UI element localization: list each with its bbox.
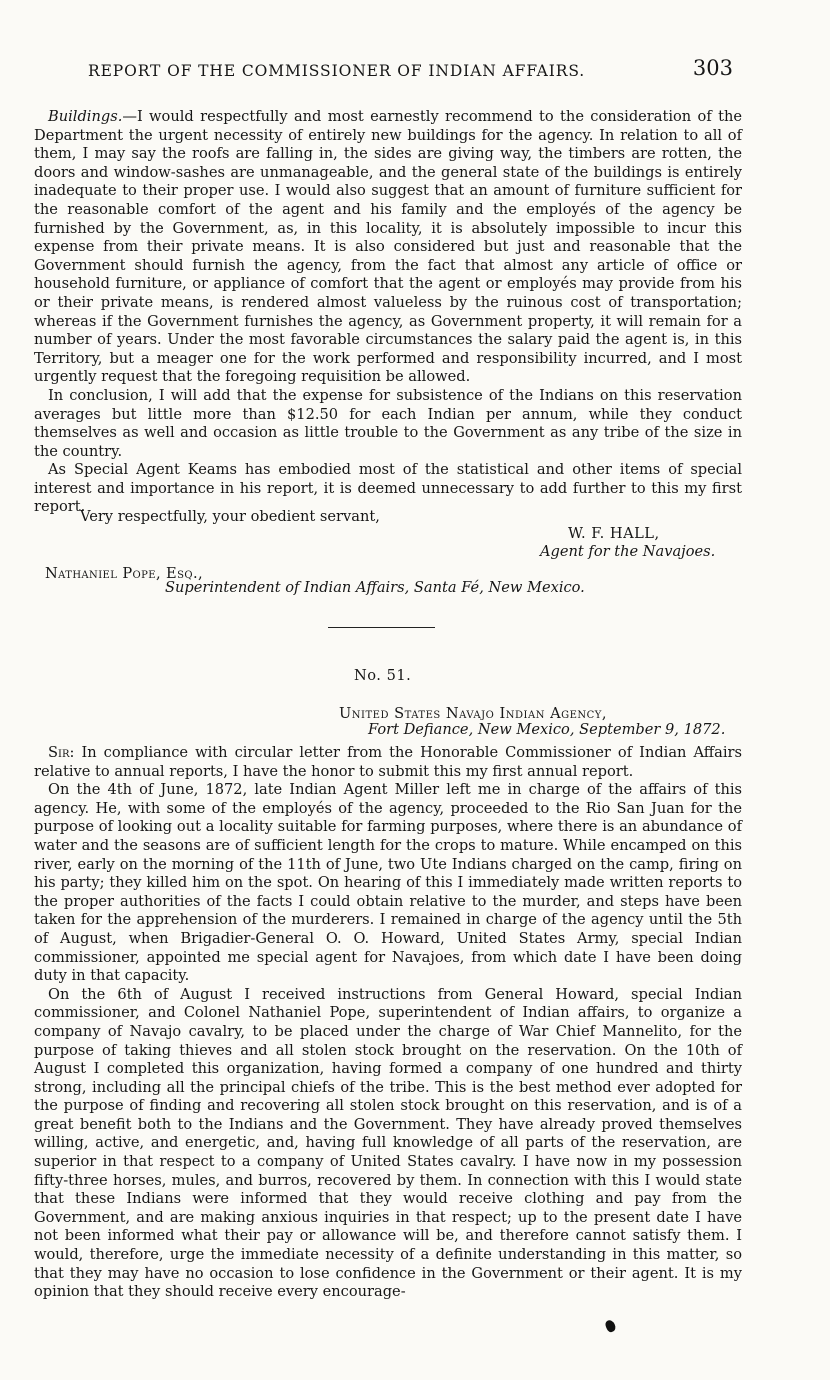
signature-title: Agent for the Navajoes.	[540, 543, 716, 560]
paragraph-salutation	[34, 744, 742, 781]
header-title: REPORT OF THE COMMISSIONER OF INDIAN AFFAIRS.	[88, 62, 586, 80]
paragraph-keams: As Special Agent Keams has embodied most of the statistical and other items of special interest and importance in his report, it is deemed unnecessary to add further to this my first report.	[34, 461, 742, 516]
report-body-section-1	[34, 108, 742, 517]
paragraph-text: In compliance with circular letter from the Honorable Commissioner of Indian Affairs relative to annual reports, I have the honor to submit this my first annual report.	[34, 744, 742, 780]
paragraph-conclusion: In conclusion, I will add that the expense for subsistence of the Indians on this reservation averages but little more than $12.50 for each Indian per annum, while they conduct themselves as well and occasion as little trouble to the Government as any tribe of the size in the country.	[34, 386, 742, 460]
document-number: No. 51.	[354, 667, 412, 684]
ink-smudge	[604, 1319, 617, 1334]
closing-line: Very respectfully, your obedient servant,	[80, 508, 380, 525]
agency-heading: United States Navajo Indian Agency,	[339, 705, 608, 722]
paragraph-lead: Buildings.	[48, 108, 123, 125]
page-number: 303	[692, 56, 733, 80]
paragraph-cavalry: On the 6th of August I received instructions from General Howard, special Indian commissioner, and Colonel Nathaniel Pope, superintendent of Indian affairs, to organize a company of Navajo cavalry, to be placed under the charge of War Chief Mannelito, for the purpose of taking thieves and all stolen stock brought on the reservation. On the 10th of August I completed this organization, having formed a company of one hundred and thirty strong, including all the principal chiefs of the tribe. This is the best method ever adopted for the purpose of finding and recovering all stolen stock brought on this reservation, and is of a great benefit both to the Indians and the Government. They have already proved themselves willing, active, and energetic, and, having full knowledge of all parts of the reservation, are superior in that respect to a company of United States cavalry. I have now in my possession fifty-three horses, mules, and burros, recovered by them. In connection with this I would state that these Indians were informed that they would receive clothing and pay from the Government, and are making anxious inquiries in that respect; up to the present date I have not been informed what their pay or allowance will be, and therefore cannot satisfy them. I would, therefore, urge the immediate necessity of a definite understanding in this matter, so that they may have no occasion to lose confidence in the Government or their agent. It is my opinion that they should receive every encourage-	[34, 985, 742, 1301]
salutation: Sir:	[48, 744, 75, 761]
paragraph-buildings	[34, 108, 742, 387]
paragraph-miller: On the 4th of June, 1872, late Indian Agent Miller left me in charge of the affairs of this agency. He, with some of the employés of the agency, proceeded to the Rio San Juan for the purpose of looking out a locality suitable for farming purposes, where there is an abundance of water and the seasons are of sufficient length for the crops to mature. While encamped on this river, early on the morning of the 11th of June, two Ute Indians charged on the camp, firing on his party; they killed him on the spot. On hearing of this I immediately made written reports to the proper authorities of the facts I could obtain relative to the murder, and steps have been taken for the apprehension of the murderers. I remained in charge of the agency until the 5th of August, when Brigadier-General O. O. Howard, United States Army, special Indian commissioner, appointed me special agent for Navajoes, from which date I have been doing duty in that capacity.	[34, 781, 742, 985]
dateline: Fort Defiance, New Mexico, September 9, 1872.	[368, 721, 726, 738]
section-divider	[328, 627, 435, 628]
paragraph-text: —I would respectfully and most earnestly recommend to the consideration of the Department the urgent necessity of entirely new buildings for the agency. In relation to all of them, I may say the roofs are falling in, the sides are giving way, the timbers are rotten, the doors and window-sashes are unmanageable, and the general state of the buildings is entirely inadequate to their proper use. I would also suggest that an amount of furniture sufficient for the reasonable comfort of the agent and his family and the employés of the agency be furnished by the Government, as, in this locality, it is absolutely impossible to incur this expense from their private means. It is also considered but just and reasonable that the Government should furnish the agency, from the fact that almost any article of office or household furniture, or appliance of comfort that the agent or employés may provide from his or their private means, is rendered almost valueless by the ruinous cost of transportation; whereas if the Government furnishes the agency, as Government property, it will remain for a number of years. Under the most favorable circumstances the salary paid the agent is, in this Territory, but a meager one for the work performed and responsibility incurred, and I most urgently request that the foregoing requisition be allowed.	[34, 108, 742, 386]
addressee-title: Superintendent of Indian Affairs, Santa Fé, New Mexico.	[165, 579, 585, 596]
signature-name: W. F. HALL,	[568, 525, 660, 542]
report-body-section-2	[34, 744, 742, 1302]
addressee-name: Nathaniel Pope, Esq.,	[45, 565, 204, 582]
